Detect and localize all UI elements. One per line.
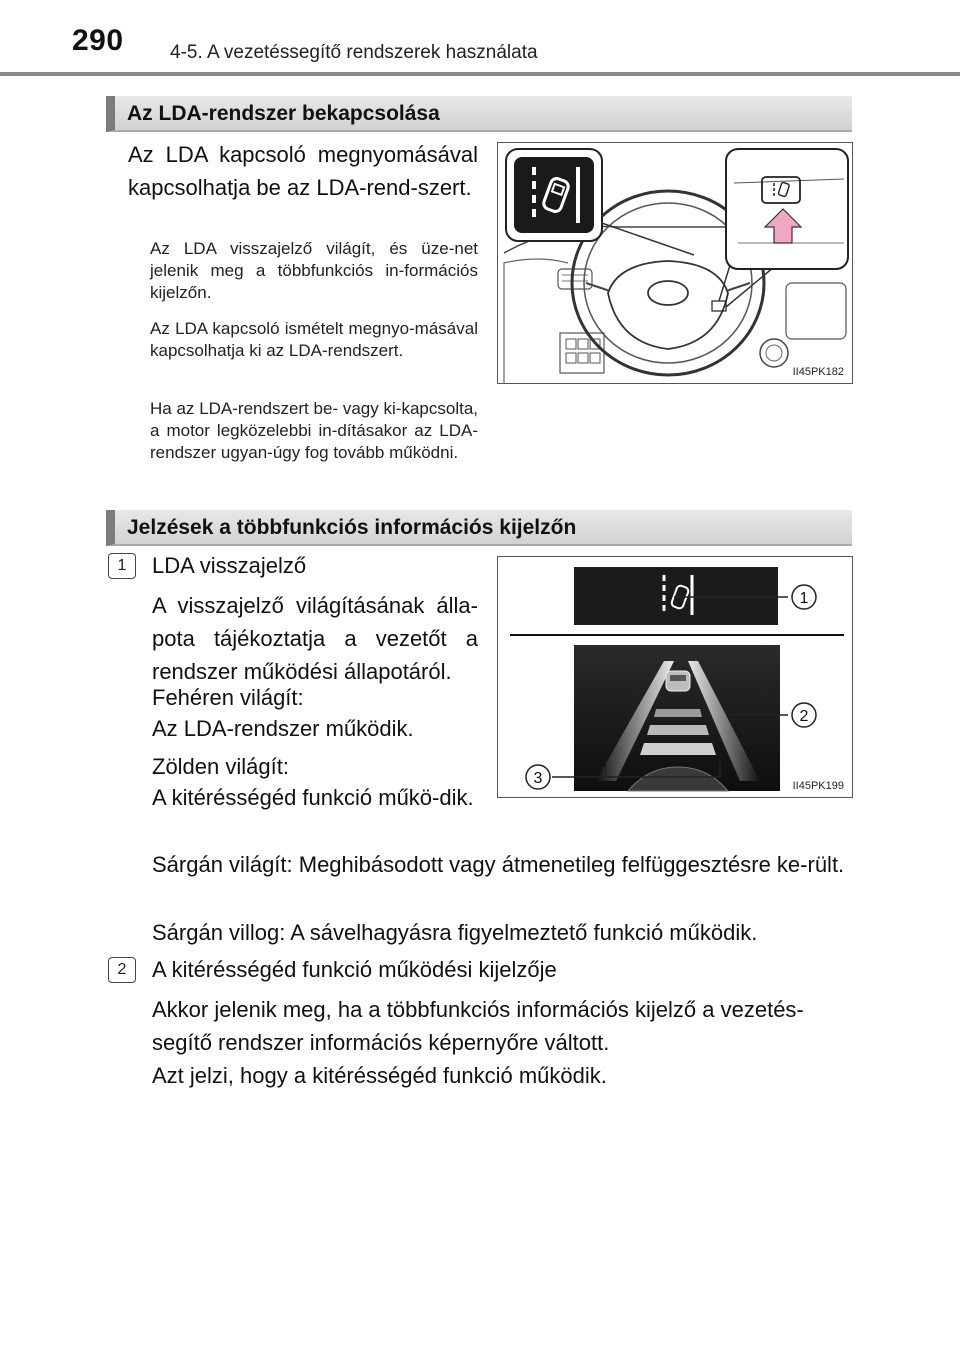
item-1-paragraph: A visszajelző világításának álla-pota tájékoztatja a vezetőt a rendszer működési állapotáról. bbox=[152, 593, 478, 684]
section-heading-text: Jelzések a többfunkciós információs kijelzőn bbox=[127, 516, 577, 539]
figure-code: II45PK182 bbox=[792, 366, 844, 378]
chapter-title: 4-5. A vezetéssegítő rendszerek használata bbox=[170, 42, 538, 63]
note-paragraph: Ha az LDA-rendszert be- vagy ki-kapcsolta, a motor legközelebbi in-dításakor az LDA-rendszer ugyan-úgy fog tovább működni. bbox=[150, 399, 478, 462]
mid-display-drawing bbox=[498, 557, 853, 798]
callout-1: 1 bbox=[799, 590, 809, 607]
item-number-2: 2 bbox=[108, 957, 136, 983]
figure-code: II45PK199 bbox=[792, 780, 844, 792]
header-rule bbox=[0, 72, 960, 76]
item-1-paragraph: Zölden világít: bbox=[152, 754, 289, 779]
intro-paragraph: Az LDA kapcsoló megnyomásával kapcsolhatja be az LDA-rend-szert. bbox=[128, 142, 478, 200]
page-number: 290 bbox=[72, 24, 124, 57]
callout-3: 3 bbox=[533, 770, 543, 787]
steering-wheel-illustration bbox=[497, 142, 853, 384]
item-number-1: 1 bbox=[108, 553, 136, 579]
note-paragraph: Az LDA kapcsoló ismételt megnyo-másával kapcsolhatja ki az LDA-rendszert. bbox=[150, 319, 478, 360]
section-heading-mid-indications bbox=[106, 510, 852, 546]
mid-display-illustration bbox=[497, 556, 853, 798]
note-paragraph: Az LDA visszajelző világít, és üze-net jelenik meg a többfunkciós in-formációs kijelzőn. bbox=[150, 239, 478, 302]
steering-wheel-drawing bbox=[498, 143, 853, 384]
callout-2: 2 bbox=[799, 708, 809, 725]
item-1-paragraph: Az LDA-rendszer működik. bbox=[152, 716, 414, 741]
item-1-title: LDA visszajelző bbox=[152, 553, 307, 578]
item-2-paragraph: Akkor jelenik meg, ha a többfunkciós információs kijelző a vezetés-segítő rendszer információs képernyőre váltott. bbox=[152, 997, 804, 1055]
item-1-paragraph: Sárgán világít: Meghibásodott vagy átmenetileg felfüggesztésre ke-rült. bbox=[152, 852, 845, 877]
item-1-paragraph: Fehéren világít: bbox=[152, 685, 304, 710]
item-2-paragraph: Azt jelzi, hogy a kitérésségéd funkció működik. bbox=[152, 1063, 607, 1088]
section-heading-lda-on bbox=[106, 96, 852, 132]
item-1-paragraph: Sárgán villog: A sávelhagyásra figyelmeztető funkció működik. bbox=[152, 920, 758, 945]
section-heading-text: Az LDA-rendszer bekapcsolása bbox=[127, 102, 440, 125]
item-2-title: A kitérésségéd funkció működési kijelzője bbox=[152, 957, 557, 982]
item-1-paragraph: A kitérésségéd funkció műkö-dik. bbox=[152, 785, 474, 810]
